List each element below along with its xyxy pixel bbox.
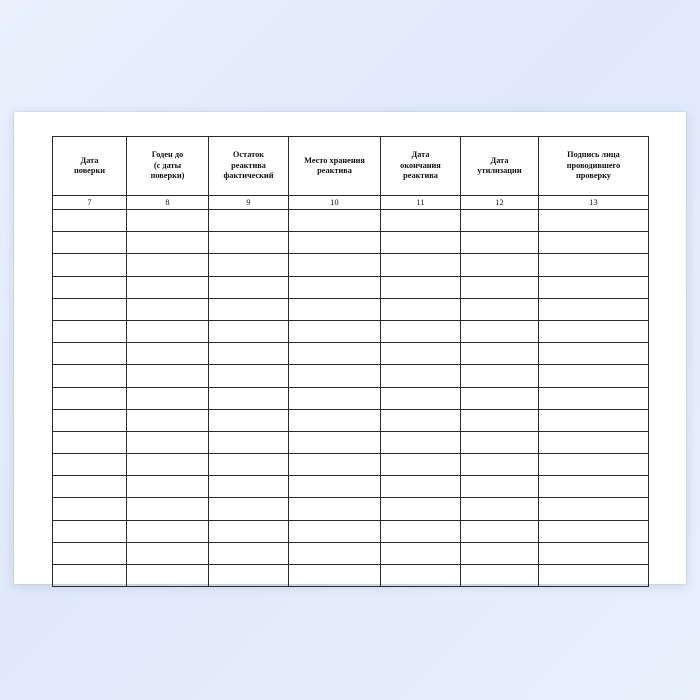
table-cell-empty (127, 210, 209, 232)
table-cell-empty (127, 320, 209, 342)
table-cell-empty (209, 298, 289, 320)
table-cell-empty (461, 276, 539, 298)
table-cell-empty (539, 387, 649, 409)
table-cell-empty (289, 320, 381, 342)
header-line: фактический (223, 171, 274, 181)
table-cell-empty (539, 409, 649, 431)
table-cell-empty (461, 320, 539, 342)
table-cell-empty (127, 365, 209, 387)
table-cell-empty (127, 276, 209, 298)
table-cell-empty (127, 476, 209, 498)
table-cell-empty (127, 498, 209, 520)
table-cell-empty (53, 498, 127, 520)
table-cell-empty (289, 298, 381, 320)
table-cell-empty (381, 476, 461, 498)
table-cell-empty (289, 232, 381, 254)
table-row (53, 565, 649, 587)
column-number-row (53, 196, 649, 210)
table-cell-empty (209, 320, 289, 342)
table-cell-empty (381, 365, 461, 387)
table-cell-empty (289, 454, 381, 476)
table-cell-empty (381, 431, 461, 453)
header-line: Дата (80, 155, 99, 165)
table-cell-empty (289, 254, 381, 276)
table-cell-empty (209, 498, 289, 520)
table-cell-empty (539, 343, 649, 365)
table-cell-empty (53, 343, 127, 365)
table-cell-empty (289, 210, 381, 232)
table-cell-empty (209, 387, 289, 409)
table-cell-empty (53, 431, 127, 453)
table-cell-empty (539, 254, 649, 276)
table-row (53, 454, 649, 476)
table-cell-empty (289, 343, 381, 365)
column-header-mesto-hraneniya (289, 137, 381, 196)
table-cell-empty (127, 520, 209, 542)
register-table (52, 136, 649, 587)
table-cell-empty (381, 542, 461, 564)
table-cell-empty (53, 254, 127, 276)
table-cell-empty (381, 498, 461, 520)
table-cell-empty (381, 320, 461, 342)
column-header-data-utilizacii (461, 137, 539, 196)
table-row (53, 276, 649, 298)
column-number: 11 (381, 196, 461, 210)
table-header-row (53, 137, 649, 196)
table-cell-empty (381, 343, 461, 365)
table-cell-empty (53, 365, 127, 387)
column-header-date-poverki (53, 137, 127, 196)
table-cell-empty (539, 454, 649, 476)
column-header-ostatok-reaktiva (209, 137, 289, 196)
table-cell-empty (127, 232, 209, 254)
table-cell-empty (539, 276, 649, 298)
table-row (53, 254, 649, 276)
table-row (53, 409, 649, 431)
table-cell-empty (381, 254, 461, 276)
table-cell-empty (53, 454, 127, 476)
table-cell-empty (53, 320, 127, 342)
table-cell-empty (461, 520, 539, 542)
table-cell-empty (127, 298, 209, 320)
table-cell-empty (461, 387, 539, 409)
table-row (53, 320, 649, 342)
header-line: Годен до (151, 150, 184, 160)
table-cell-empty (53, 210, 127, 232)
table-cell-empty (289, 565, 381, 587)
table-cell-empty (289, 498, 381, 520)
table-row (53, 343, 649, 365)
table-cell-empty (127, 343, 209, 365)
table-cell-empty (209, 232, 289, 254)
column-header-podpis-lica (539, 137, 649, 196)
header-line: Дата (411, 150, 430, 160)
column-number: 10 (289, 196, 381, 210)
table-cell-empty (539, 431, 649, 453)
table-cell-empty (53, 565, 127, 587)
table-cell-empty (289, 520, 381, 542)
table-row (53, 431, 649, 453)
table-cell-empty (209, 476, 289, 498)
table-row (53, 476, 649, 498)
table-cell-empty (53, 409, 127, 431)
table-cell-empty (127, 565, 209, 587)
table-cell-empty (53, 232, 127, 254)
table-row (53, 387, 649, 409)
column-number: 8 (127, 196, 209, 210)
table-cell-empty (461, 498, 539, 520)
table-row (53, 232, 649, 254)
table-cell-empty (209, 454, 289, 476)
table-cell-empty (289, 409, 381, 431)
table-row (53, 542, 649, 564)
table-cell-empty (539, 210, 649, 232)
table-cell-empty (53, 298, 127, 320)
column-number: 13 (539, 196, 649, 210)
table-cell-empty (209, 365, 289, 387)
table-cell-empty (209, 254, 289, 276)
header-line: окончания (400, 160, 441, 170)
header-line: Подпись лица (567, 150, 620, 160)
table-cell-empty (539, 476, 649, 498)
table-cell-empty (289, 476, 381, 498)
column-header-goden-do (127, 137, 209, 196)
table-cell-empty (53, 520, 127, 542)
table-cell-empty (127, 254, 209, 276)
table-cell-empty (539, 298, 649, 320)
header-line: Дата (490, 155, 509, 165)
header-line: поверки) (150, 171, 185, 181)
table-cell-empty (289, 276, 381, 298)
table-cell-empty (539, 232, 649, 254)
table-cell-empty (209, 276, 289, 298)
column-header-data-okonchaniya (381, 137, 461, 196)
table-cell-empty (381, 387, 461, 409)
table-cell-empty (539, 320, 649, 342)
document-sheet (14, 112, 686, 584)
table-cell-empty (381, 409, 461, 431)
table-cell-empty (53, 387, 127, 409)
header-line: реактива (317, 166, 352, 175)
table-cell-empty (381, 298, 461, 320)
table-cell-empty (461, 210, 539, 232)
table-cell-empty (461, 565, 539, 587)
table-cell-empty (461, 476, 539, 498)
table-header (53, 137, 649, 210)
table-row (53, 498, 649, 520)
table-cell-empty (381, 454, 461, 476)
table-cell-empty (289, 431, 381, 453)
header-line: утилизации (477, 166, 522, 175)
table-cell-empty (209, 542, 289, 564)
table-cell-empty (127, 409, 209, 431)
table-cell-empty (53, 542, 127, 564)
table-cell-empty (381, 520, 461, 542)
table-cell-empty (539, 542, 649, 564)
table-cell-empty (381, 210, 461, 232)
table-cell-empty (539, 498, 649, 520)
table-cell-empty (461, 254, 539, 276)
table-cell-empty (539, 565, 649, 587)
table-cell-empty (381, 232, 461, 254)
table-cell-empty (209, 565, 289, 587)
column-number: 7 (53, 196, 127, 210)
table-cell-empty (289, 542, 381, 564)
table-cell-empty (209, 520, 289, 542)
table-row (53, 298, 649, 320)
table-cell-empty (53, 476, 127, 498)
table-cell-empty (461, 298, 539, 320)
column-number: 9 (209, 196, 289, 210)
table-row (53, 365, 649, 387)
header-line: реактива (403, 171, 438, 181)
header-line: поверки (73, 166, 106, 175)
header-line: (с даты (153, 160, 182, 170)
table-cell-empty (461, 542, 539, 564)
table-container (52, 136, 648, 587)
table-row (53, 210, 649, 232)
header-line: реактива (231, 160, 266, 170)
table-cell-empty (127, 387, 209, 409)
table-cell-empty (461, 409, 539, 431)
table-cell-empty (461, 431, 539, 453)
table-cell-empty (381, 276, 461, 298)
table-body (53, 210, 649, 587)
header-line: проверку (576, 171, 611, 181)
header-line: проводившего (566, 160, 621, 170)
header-line: Место хранения (304, 155, 365, 165)
table-cell-empty (461, 232, 539, 254)
header-line: Остаток (232, 150, 265, 160)
table-cell-empty (461, 365, 539, 387)
table-cell-empty (539, 365, 649, 387)
table-cell-empty (209, 409, 289, 431)
table-cell-empty (127, 454, 209, 476)
table-cell-empty (209, 431, 289, 453)
table-cell-empty (381, 565, 461, 587)
table-cell-empty (127, 431, 209, 453)
table-cell-empty (289, 387, 381, 409)
table-cell-empty (539, 520, 649, 542)
table-cell-empty (209, 343, 289, 365)
table-cell-empty (461, 343, 539, 365)
table-row (53, 520, 649, 542)
table-cell-empty (53, 276, 127, 298)
table-cell-empty (461, 454, 539, 476)
column-number: 12 (461, 196, 539, 210)
table-cell-empty (209, 210, 289, 232)
table-cell-empty (127, 542, 209, 564)
table-cell-empty (289, 365, 381, 387)
